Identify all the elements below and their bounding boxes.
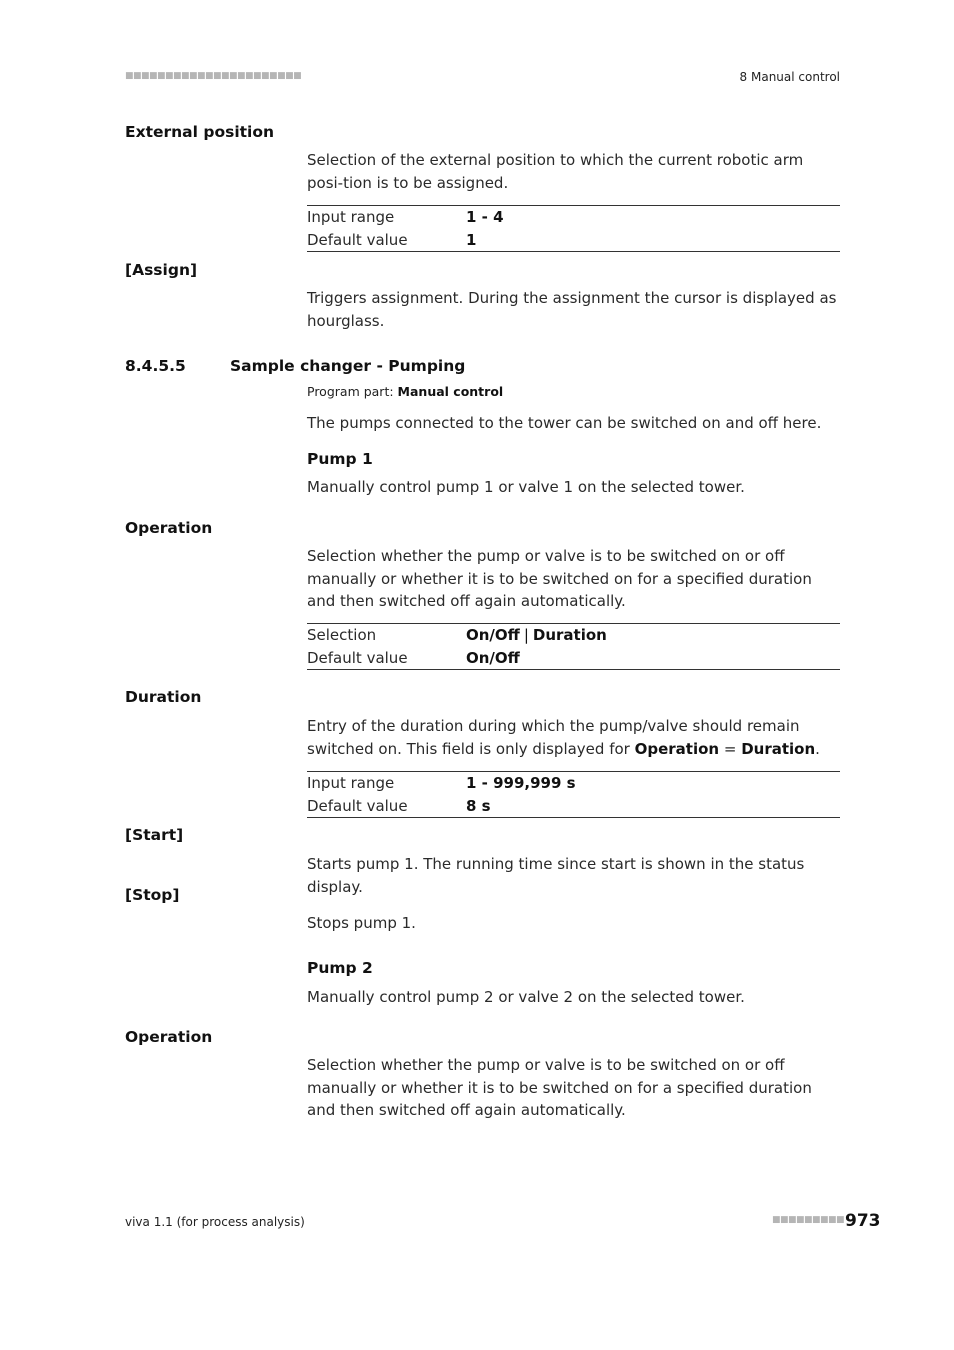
section-title: Sample changer - Pumping bbox=[230, 357, 466, 375]
assign-label: [Assign] bbox=[125, 261, 198, 279]
program-part-label: Program part: bbox=[307, 384, 394, 399]
pump2-description: Manually control pump 2 or valve 2 on the selected tower. bbox=[307, 988, 745, 1006]
assign-description: Triggers assignment. During the assignment the cursor is displayed as hourglass. bbox=[307, 289, 837, 330]
pump1-duration-table bbox=[307, 771, 840, 818]
table-value: 1 bbox=[466, 230, 477, 249]
duration-desc-equals: = bbox=[719, 739, 742, 758]
pump1-operation-table bbox=[307, 623, 840, 670]
option-on-off: On/Off bbox=[466, 626, 520, 644]
pump2-operation-label: Operation bbox=[125, 1028, 213, 1046]
duration-desc-duration: Duration bbox=[741, 739, 816, 758]
header-decoration: ■■■■■■■■■■■■■■■■■■■■■■ bbox=[125, 71, 302, 81]
start-label: [Start] bbox=[125, 826, 184, 844]
option-duration: Duration bbox=[532, 626, 607, 644]
table-row bbox=[307, 647, 840, 670]
section-number: 8.4.5.5 bbox=[125, 357, 186, 375]
stop-label: [Stop] bbox=[125, 886, 180, 904]
chapter-title: 8 Manual control bbox=[739, 70, 840, 84]
table-key: Input range bbox=[307, 208, 395, 226]
footer-product: viva 1.1 (for process analysis) bbox=[125, 1215, 305, 1229]
pump1-operation-description: Selection whether the pump or valve is to be switched on or off manually or whether it is to be switched on for a specified duration and then switched off again automatically. bbox=[307, 547, 812, 610]
duration-desc-period: . bbox=[815, 739, 820, 758]
table-key: Selection bbox=[307, 626, 377, 644]
pump1-duration-label: Duration bbox=[125, 688, 202, 706]
external-position-table bbox=[307, 205, 840, 252]
table-row bbox=[307, 624, 840, 647]
table-key: Default value bbox=[307, 230, 408, 249]
table-value: 8 s bbox=[466, 796, 491, 815]
pump2-operation-description: Selection whether the pump or valve is to be switched on or off manually or whether it is to be switched on for a specified duration and then switched off again automatically. bbox=[307, 1056, 812, 1119]
external-position-label: External position bbox=[125, 123, 275, 141]
pump1-duration-description bbox=[307, 715, 840, 760]
duration-desc-operation: Operation bbox=[634, 739, 720, 758]
start-description: Starts pump 1. The running time since start is shown in the status display. bbox=[307, 855, 805, 896]
program-part bbox=[307, 384, 503, 399]
page-number: 973 bbox=[845, 1211, 881, 1231]
duration-desc-text: Entry of the duration during which the pump/valve should remain switched on. This field is only displayed for bbox=[307, 717, 800, 758]
table-value: 1 - 4 bbox=[466, 208, 504, 226]
pump1-title: Pump 1 bbox=[307, 450, 373, 468]
option-separator: | bbox=[523, 626, 529, 644]
table-value bbox=[466, 624, 840, 647]
table-value: 1 - 999,999 s bbox=[466, 774, 576, 792]
table-key: Input range bbox=[307, 774, 395, 792]
table-key: Default value bbox=[307, 648, 408, 667]
table-row bbox=[307, 795, 840, 818]
footer-decoration: ■■■■■■■■■ bbox=[772, 1215, 845, 1225]
external-position-description: Selection of the external position to which the current robotic arm posi-tion is to be assigned. bbox=[307, 151, 804, 192]
pump2-title: Pump 2 bbox=[307, 959, 373, 977]
table-row bbox=[307, 229, 840, 252]
table-key: Default value bbox=[307, 796, 408, 815]
stop-description: Stops pump 1. bbox=[307, 914, 416, 932]
table-value: On/Off bbox=[466, 648, 520, 667]
pump1-description: Manually control pump 1 or valve 1 on the selected tower. bbox=[307, 478, 745, 496]
table-row bbox=[307, 206, 840, 229]
section-intro: The pumps connected to the tower can be switched on and off here. bbox=[307, 414, 822, 432]
table-row bbox=[307, 772, 840, 795]
program-part-value: Manual control bbox=[397, 384, 504, 399]
pump1-operation-label: Operation bbox=[125, 519, 213, 537]
